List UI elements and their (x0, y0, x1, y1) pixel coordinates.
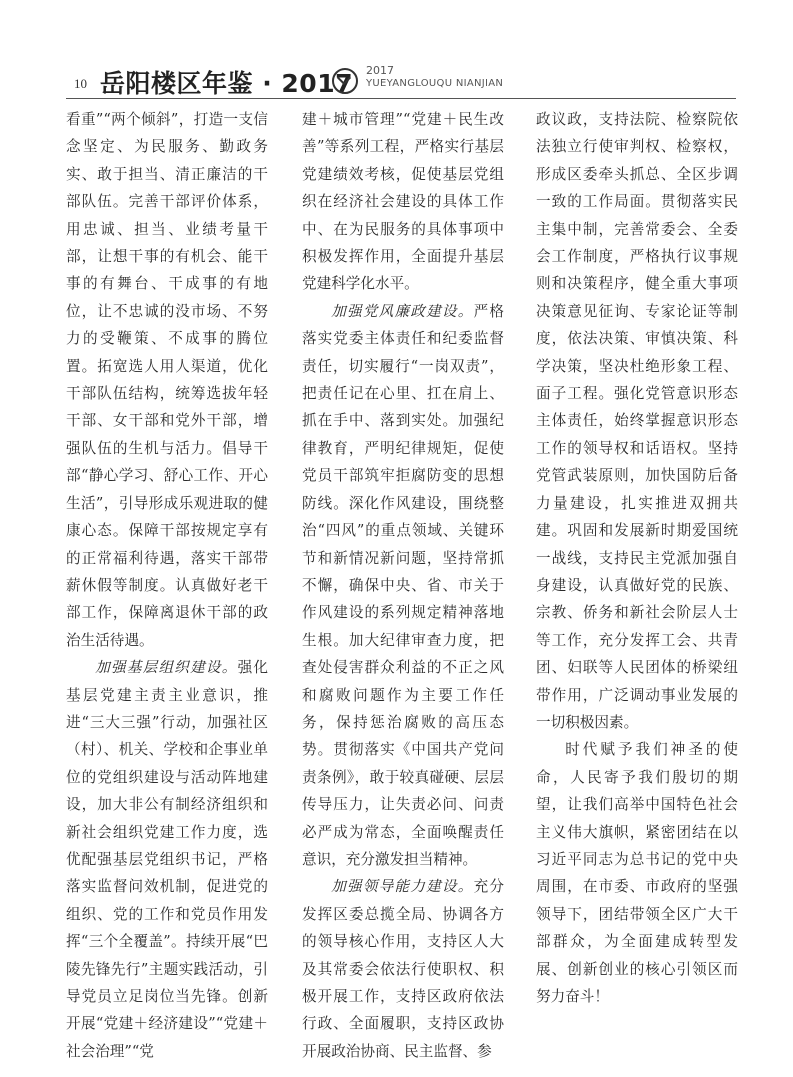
paragraph (302, 873, 504, 1065)
section-heading: 加强党风廉政建设。 (331, 302, 474, 320)
paragraph: 政议政，支持法院、检察院依法独立行使审判权、检察权，形成区委牵头抓总、全区步调一致的工作局面。贯彻落实民主集中制，完善常委会、全委会工作制度，严格执行议事规则和决策程序，健全重大事项决策意见征询、专家论证等制度，依法决策、审慎决策、科学决策，坚决杜绝形象工程、面子工程。强化党管意识形态主体责任，始终掌握意识形态工作的领导权和话语权。坚持党管武装原则，加快国防后备力量建设，扎实推进双拥共建。巩固和发展新时期爱国统一战线，支持民主党派加强自身建设，认真做好党的民族、宗教、侨务和新社会阶层人士等工作，充分发挥工会、共青团、妇联等人民团体的桥梁纽带作用，广泛调动事业发展的一切积极因素。 (536, 111, 738, 731)
paragraph: 时代赋予我们神圣的使命，人民寄予我们殷切的期望，让我们高举中国特色社会主义伟大旗帜，紧密团结在以习近平同志为总书记的党中央周围，在市委、市政府的坚强领导下，团结带领全区广大干部群众，为全面建成转型发展、创新创业的核心引领区而努力奋斗！ (536, 741, 738, 1005)
page-number: 10 (74, 76, 87, 91)
paragraph: 建＋城市管理”“党建＋民生改善”等系列工程，严格实行基层党建绩效考核，促使基层党组织在经济社会建设的具体工作中、在为民服务的具体事项中积极发挥作用，全面提升基层党建科学化水平。 (302, 111, 504, 293)
paragraph (302, 298, 504, 874)
paragraph-text: 强化基层党建主责主业意识，推进“三大三强”行动，加强社区（村）、机关、学校和企事业单位的党组织建设与活动阵地建设，加大非公有制经济组织和新社会组织党建工作力度，选优配强基层党组织书记，严格落实监督问效机制，促进党的组织、党的工作和党员作用发挥“三个全覆盖”。持续开展“巴陵先锋先行”主题实践活动，引导党员立足岗位当先锋。创新开展“党建＋经济建设”“党建＋社会治理”“党 (66, 659, 268, 1060)
page-header (66, 62, 736, 98)
paragraph (66, 654, 268, 1065)
header-year: 2017 (366, 64, 394, 77)
section-heading: 加强领导能力建设。 (331, 878, 474, 896)
article-body (66, 106, 738, 1060)
section-heading: 加强基层组织建设。 (95, 659, 238, 677)
paragraph-text: 充分发挥区委总揽全局、协调各方的领导核心作用，支持区人大及其常委会依法行使职权、积极开展工作，支持区政府依法行政、全面履职，支持区政协开展政治协商、民主监督、参 (302, 878, 504, 1060)
column-3 (536, 106, 738, 1026)
header-rule (66, 98, 736, 99)
book-title: 岳阳楼区年鉴 · 2017 (100, 69, 353, 98)
paragraph: 看重”“两个倾斜”，打造一支信念坚定、为民服务、勤政务实、敢于担当、清正廉洁的干部队伍。完善干部评价体系，用忠诚、担当、业绩考量干部，让想干事的有机会、能干事的有舞台、干成事的有地位，让不忠诚的没市场、不努力的受鞭策、不成事的腾位置。拓宽选人用人渠道，优化干部队伍结构，统筹选拔年轻干部、女干部和党外干部，增强队伍的生机与活力。倡导干部“静心学习、舒心工作、开心生活”，引导形成乐观进取的健康心态。保障干部按规定享有的正常福利待遇，落实干部带薪休假等制度。认真做好老干部工作，保障离退休干部的政治生活待遇。 (66, 111, 268, 649)
column-1 (66, 106, 268, 1060)
circle-arrow-icon (332, 68, 358, 94)
paragraph-text: 严格落实党委主体责任和纪委监督责任，切实履行“一岗双责”，把责任记在心里、扛在肩上、抓在手中、落到实处。加强纪律教育，严明纪律规矩，促使党员干部筑牢拒腐防变的思想防线。深化作风建设，围绕整治“四风”的重点领域、关键环节和新情况新问题，坚持常抓不懈，确保中央、省、市关于作风建设的系列规定精神落地生根。加大纪律审查力度，把查处侵害群众利益的不正之风和腐败问题作为主要工作任务，保持惩治腐败的高压态势。贯彻落实《中国共产党问责条例》，敢于较真碰硬、层层传导压力，让失责必问、问责必严成为常态，全面唤醒责任意识，充分激发担当精神。 (302, 302, 504, 868)
header-pinyin: YUEYANGLOUQU NIANJIAN (366, 78, 504, 89)
column-2 (302, 106, 504, 1060)
